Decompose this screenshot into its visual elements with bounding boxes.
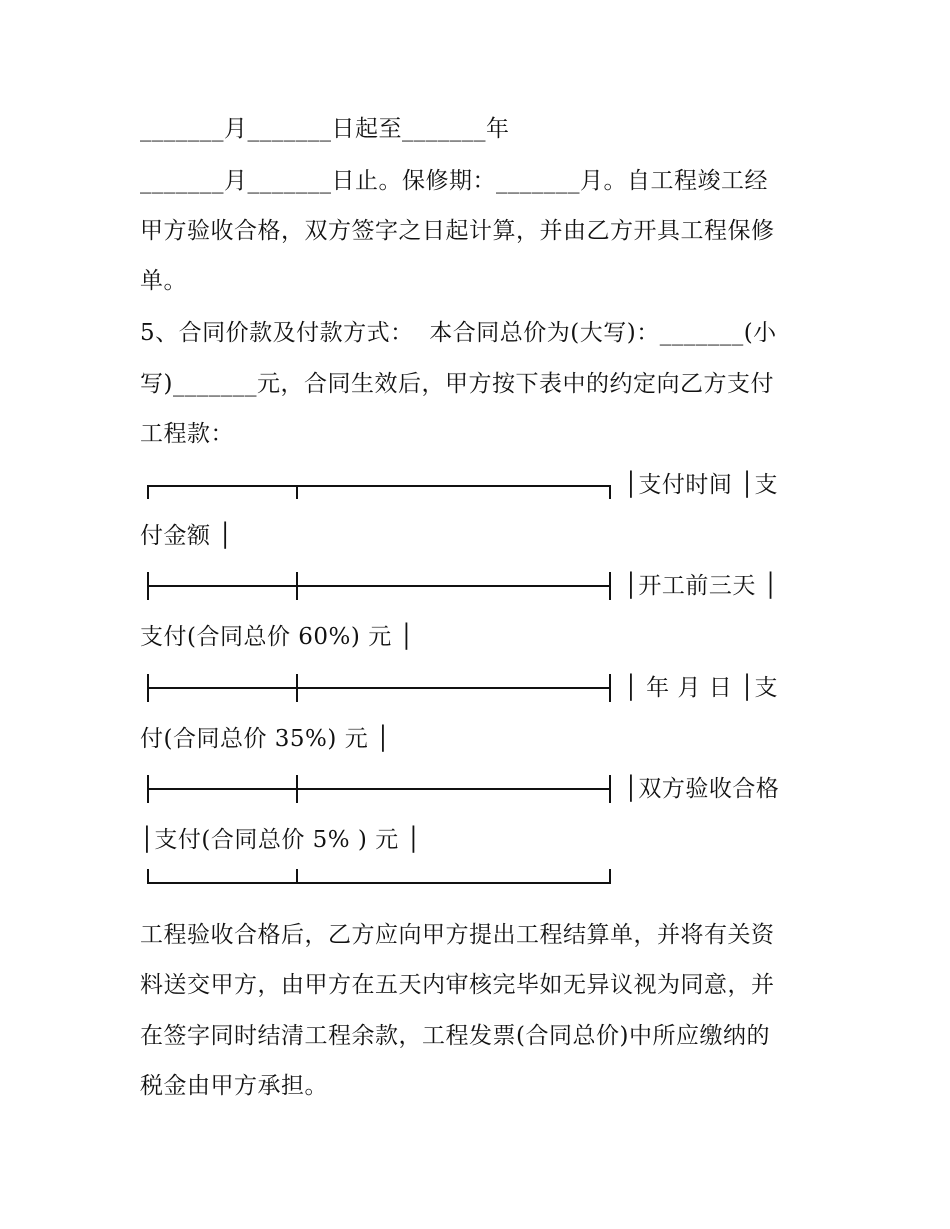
table-corner — [609, 485, 611, 499]
table-row-1-text: │支付时间 │支 — [624, 472, 779, 498]
table-junction — [296, 485, 298, 499]
table-row-1-wrap: 付金额 │ — [140, 523, 233, 549]
text-line: 税金由甲方承担。 — [140, 1073, 328, 1099]
table-junction — [147, 775, 149, 803]
table-border-bottom — [147, 882, 611, 884]
table-row-3-wrap: 付(合同总价 35%) 元 │ — [140, 726, 391, 752]
table-junction — [147, 572, 149, 600]
table-row-3-text: │ 年 月 日 │支 — [624, 675, 778, 701]
table-row-2-wrap: 支付(合同总价 60%) 元 │ — [140, 624, 414, 650]
text-line: 工程款： — [140, 421, 234, 447]
text-line: 料送交甲方，由甲方在五天内审核完毕如无异议视为同意，并 — [140, 972, 775, 998]
text-line: 5、合同价款及付款方式： 本合同总价为(大写)：_______(小 — [140, 320, 777, 346]
table-row-4-text: │双方验收合格 — [624, 776, 780, 802]
text-line: 在签字同时结清工程余款，工程发票(合同总价)中所应缴纳的 — [140, 1023, 770, 1049]
table-border-top — [147, 485, 611, 487]
table-row-2-text: │开工前三天 │ — [624, 573, 779, 599]
table-junction — [296, 869, 298, 883]
text-line: 单。 — [140, 268, 187, 294]
text-line: _______月_______日止。保修期：_______月。自工程竣工经 — [140, 168, 768, 194]
table-row-4-wrap: │支付(合同总价 5% ) 元 │ — [140, 827, 421, 853]
text-line: 甲方验收合格，双方签字之日起计算，并由乙方开具工程保修 — [140, 218, 775, 244]
table-junction — [609, 775, 611, 803]
table-corner — [147, 869, 149, 883]
table-corner — [609, 869, 611, 883]
table-junction — [609, 572, 611, 600]
text-line: 写)_______元，合同生效后，甲方按下表中的约定向乙方支付 — [140, 371, 774, 397]
text-line: 工程验收合格后，乙方应向甲方提出工程结算单，并将有关资 — [140, 922, 775, 948]
table-junction — [147, 674, 149, 702]
text-line: _______月_______日起至_______年 — [140, 116, 510, 142]
table-divider — [147, 585, 611, 587]
table-corner — [147, 485, 149, 499]
table-divider — [147, 788, 611, 790]
table-divider — [147, 687, 611, 689]
table-junction — [296, 674, 298, 702]
table-junction — [609, 674, 611, 702]
table-junction — [296, 775, 298, 803]
table-junction — [296, 572, 298, 600]
